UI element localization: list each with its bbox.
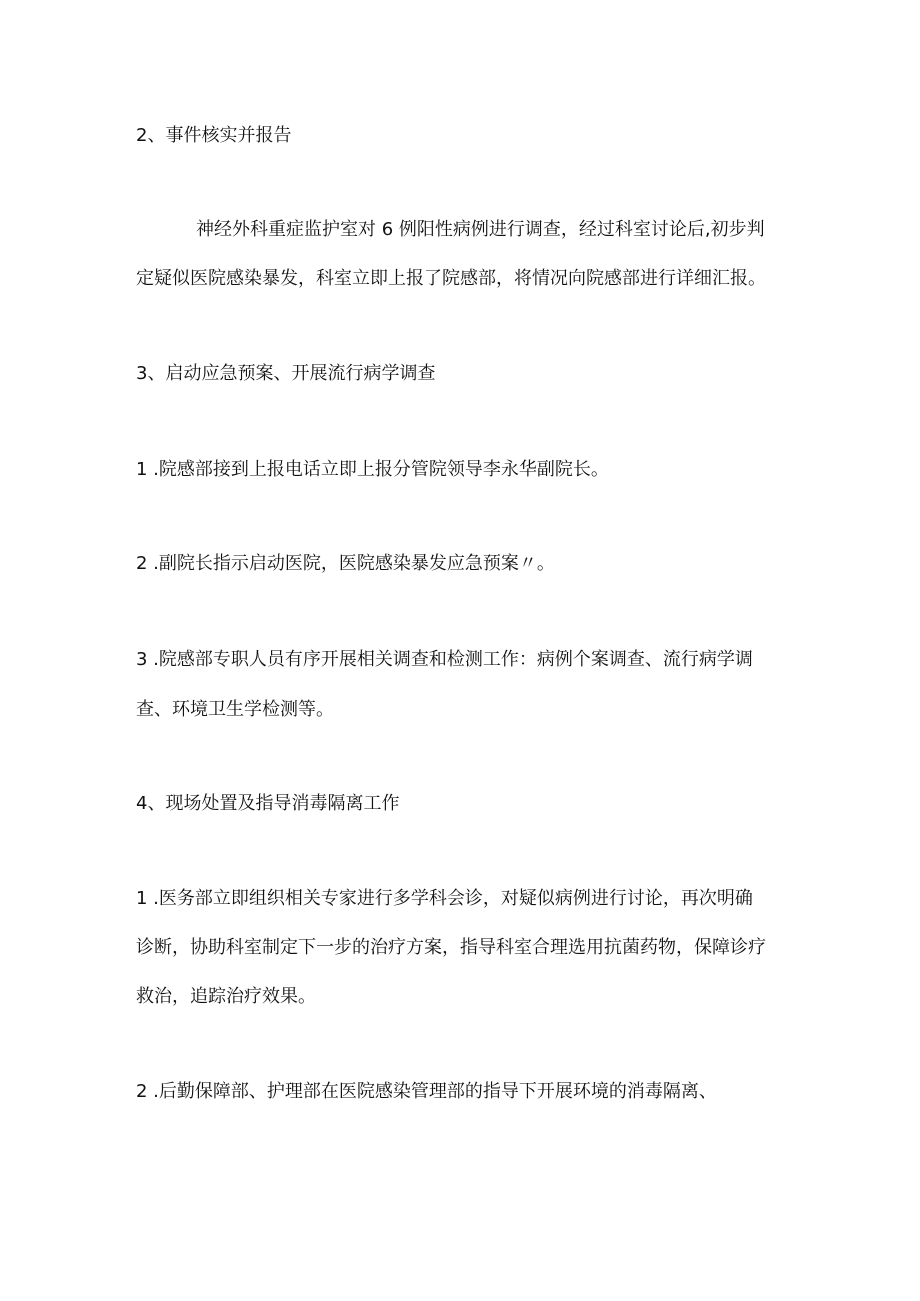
paragraph-line: 定疑似医院感染暴发，科室立即上报了院感部，将情况向院感部进行详细汇报。	[136, 268, 766, 289]
list-item: 1 .医务部立即组织相关专家进行多学科会诊，对疑似病例进行讨论，再次明确	[136, 888, 753, 909]
section-heading-4: 4、现场处置及指导消毒隔离工作	[136, 793, 400, 814]
section-heading-2: 2、事件核实并报告	[136, 125, 292, 146]
list-item: 1 .院感部接到上报电话立即上报分管院领导李永华副院长。	[136, 459, 609, 480]
list-item-continuation: 查、环境卫生学检测等。	[136, 699, 334, 720]
list-item: 2 .后勤保障部、护理部在医院感染管理部的指导下开展环境的消毒隔离、	[136, 1081, 717, 1102]
list-item-continuation: 救治，追踪治疗效果。	[136, 986, 316, 1007]
list-item-continuation: 诊断，协助科室制定下一步的治疗方案，指导科室合理选用抗菌药物，保障诊疗	[136, 937, 766, 958]
list-item: 2 .副院长指示启动医院，医院感染暴发应急预案〃。	[136, 553, 555, 574]
paragraph-line: 神经外科重症监护室对 6 例阳性病例进行调查，经过科室讨论后,初步判	[196, 219, 765, 240]
list-item: 3 .院感部专职人员有序开展相关调查和检测工作：病例个案调查、流行病学调	[136, 649, 753, 670]
section-heading-3: 3、启动应急预案、开展流行病学调查	[136, 363, 436, 384]
